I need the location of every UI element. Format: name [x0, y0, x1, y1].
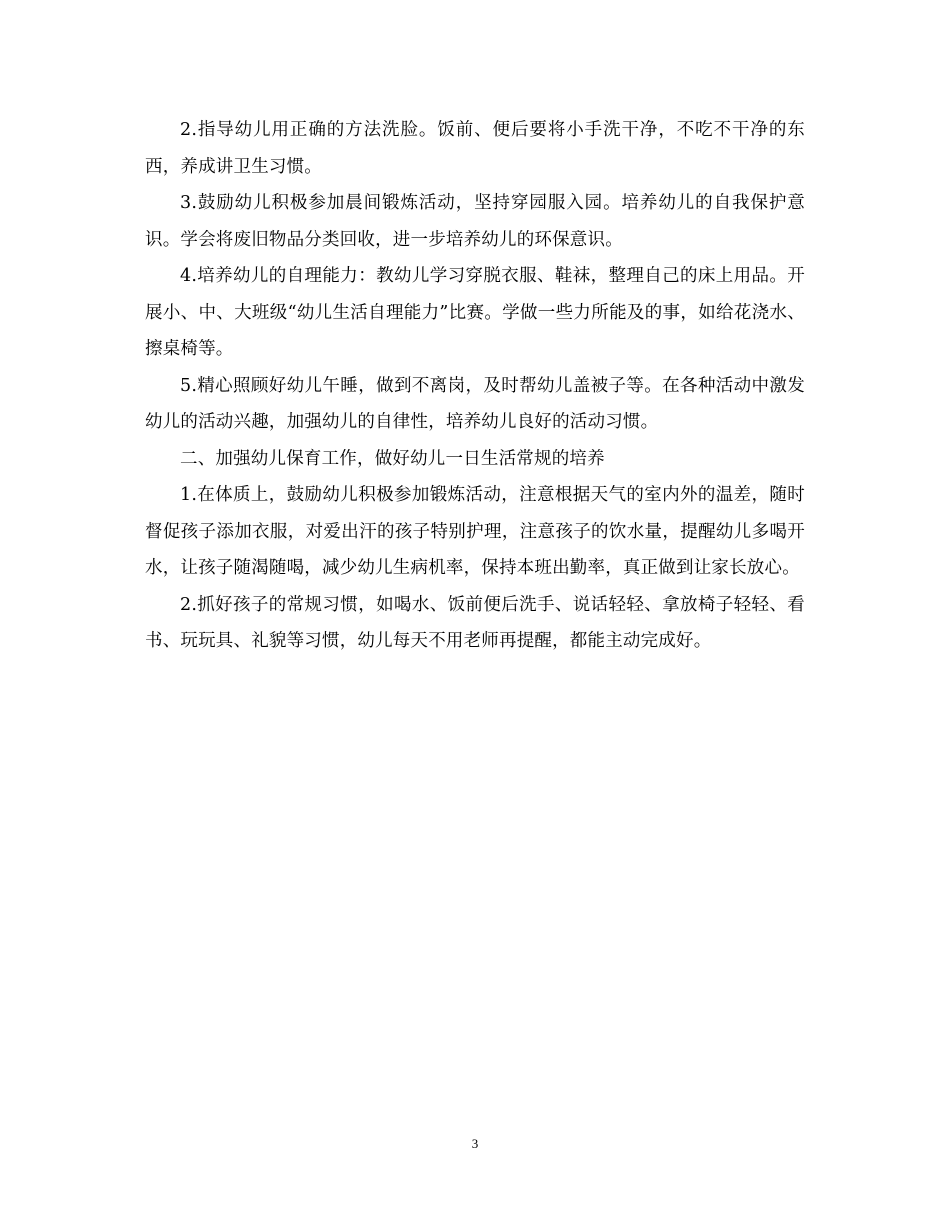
section-heading: 二、加强幼儿保育工作，做好幼儿一日生活常规的培养 [180, 448, 605, 469]
paragraph-5: 1.在体质上，鼓励幼儿积极参加锻炼活动，注意根据天气的室内外的温差，随时督促孩子添加衣服，对爱出汗的孩子特别护理，注意孩子的饮水量，提醒幼儿多喝开水，让孩子随渴随喝，减少幼儿生病机率，保持本班出勤率，真正做到让家长放心。 [145, 485, 805, 578]
paragraph-4: 5.精心照顾好幼儿午睡，做到不离岗，及时帮幼儿盖被子等。在各种活动中激发幼儿的活动兴趣，加强幼儿的自律性，培养幼儿良好的活动习惯。 [145, 375, 805, 432]
paragraph-3: 4.培养幼儿的自理能力：教幼儿学习穿脱衣服、鞋袜，整理自己的床上用品。开展小、中、大班级“幼儿生活自理能力”比赛。学做一些力所能及的事，如给花浇水、擦桌椅等。 [145, 266, 805, 359]
paragraph-1: 2.指导幼儿用正确的方法洗脸。饭前、便后要将小手洗干净，不吃不干净的东西，养成讲卫生习惯。 [145, 120, 805, 177]
document-body [145, 112, 805, 660]
paragraph-2: 3.鼓励幼儿积极参加晨间锻炼活动，坚持穿园服入园。培养幼儿的自我保护意识。学会将废旧物品分类回收，进一步培养幼儿的环保意识。 [145, 193, 805, 250]
page-number: 3 [471, 1136, 479, 1151]
paragraph-6: 2.抓好孩子的常规习惯，如喝水、饭前便后洗手、说话轻轻、拿放椅子轻轻、看书、玩玩具、礼貌等习惯，幼儿每天不用老师再提醒，都能主动完成好。 [145, 594, 805, 651]
